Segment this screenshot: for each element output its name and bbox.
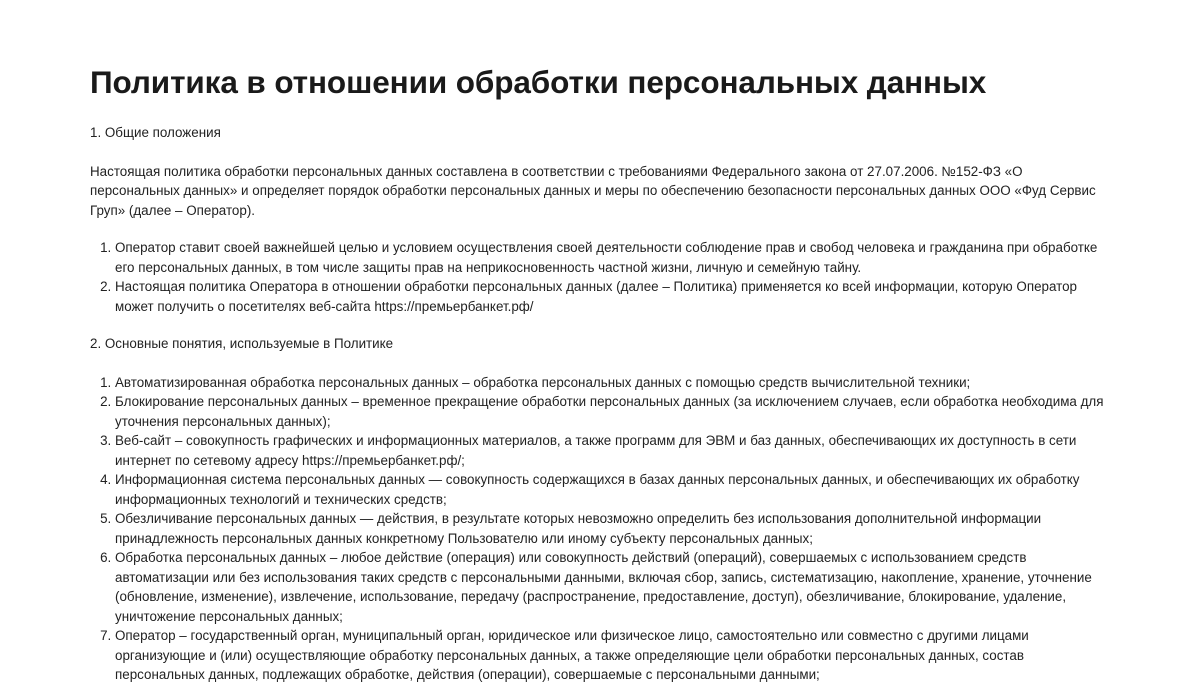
section-1-list: [90, 238, 1110, 316]
list-item: 6. Обработка персональных данных – любое действие (операция) или совокупность действий (операций), совершаемых с использованием средств автоматизации или без использования таких средств с персональными данными, включая сбор, запись, систематизацию, накопление, хранение, уточнение (обновление, изменение), извлечение, использование, передачу (распространение, предоставление, доступ), обезличивание, блокирование, удаление, уничтожение персональных данных;: [115, 548, 1110, 626]
page-title: Политика в отношении обработки персональных данных: [90, 64, 987, 100]
list-item: 7. Оператор – государственный орган, муниципальный орган, юридическое или физическое лицо, самостоятельно или совместно с другими лицами организующие и (или) осуществляющие обработку персональных данных, а также определяющие цели обработки персональных данных, состав персональных данных, подлежащих обработке, действия (операции), совершаемые с персональными данными;: [115, 626, 1110, 685]
list-item: 2. Настоящая политика Оператора в отношении обработки персональных данных (далее – Политика) применяется ко всей информации, которую Оператор может получить о посетителях веб-сайта https://премьербанкет.рф/: [115, 277, 1110, 316]
list-item: 5. Обезличивание персональных данных — действия, в результате которых невозможно определить без использования дополнительной информации принадлежность персональных данных конкретному Пользователю или иному субъекту персональных данных;: [115, 509, 1110, 548]
section-1-heading: 1. Общие положения: [90, 125, 221, 140]
list-item: 3. Веб-сайт – совокупность графических и информационных материалов, а также программ для ЭВМ и баз данных, обеспечивающих их доступность в сети интернет по сетевому адресу https://премьербанкет.рф/;: [115, 431, 1110, 470]
section-1-intro: Настоящая политика обработки персональных данных составлена в соответствии с требованиями Федерального закона от 27.07.2006. №152-ФЗ «О персональных данных» и определяет порядок обработки персональных данных и меры по обеспечению безопасности персональных данных ООО «Фуд Сервис Груп» (далее – Оператор).: [90, 163, 1096, 218]
list-item: 1. Оператор ставит своей важнейшей целью и условием осуществления своей деятельности соблюдение прав и свобод человека и гражданина при обработке его персональных данных, в том числе защиты прав на неприкосновенность частной жизни, личную и семейную тайну.: [115, 238, 1110, 277]
section-2-heading: 2. Основные понятия, используемые в Политике: [90, 336, 394, 351]
section-2-list: [90, 373, 1110, 685]
list-item: 2. Блокирование персональных данных – временное прекращение обработки персональных данных (за исключением случаев, если обработка необходима для уточнения персональных данных);: [115, 392, 1110, 431]
list-item: 4. Информационная система персональных данных — совокупность содержащихся в базах данных персональных данных, и обеспечивающих их обработку информационных технологий и технических средств;: [115, 470, 1110, 509]
list-item: 1. Автоматизированная обработка персональных данных – обработка персональных данных с помощью средств вычислительной техники;: [115, 373, 1110, 393]
